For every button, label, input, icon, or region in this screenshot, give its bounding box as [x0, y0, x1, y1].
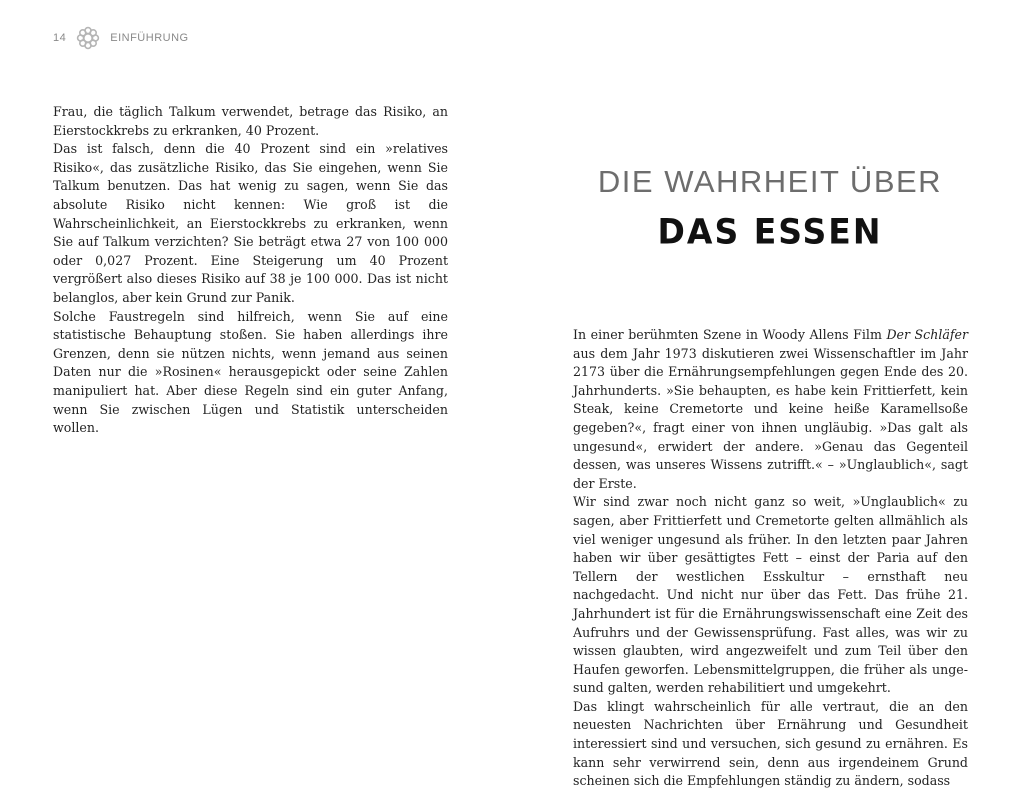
paragraph: Wir sind zwar noch nicht ganz so weit, »Unglaublich« zu sagen, aber Frittierfett und Cremetorte gelten allmählich als viel weniger ungesund als früher. In den letzten paar Jahren haben wir über gesättigtes Fett – einst der Paria auf den Tellern der westlichen Esskultur – ernsthaft neu nachgedacht. Und nicht nur über das Fett. Das frühe 21. Jahrhundert ist für die Ernährungswissenschaft eine Zeit des Aufruhrs und der Gewissensprüfung. Fast alles, was wir zu wissen glaubten, wird angezweifelt und zum Teil über den Haufen geworfen. Lebensmittelgruppen, die früher als ungesund galten, werden rehabilitiert und umgekehrt.: [573, 494, 968, 696]
text-run: aus dem Jahr 1973 diskutieren zwei Wissenschaftler im Jahr 2173 über die Ernährungsempfehlungen gegen Ende des 20. Jahrhunderts. »Sie behaupten, es habe kein Frittierfett, kein Steak, keine Cremetorte und keine heiße Karamellsoße gegeben?«, fragt einer von ihnen ungläubig. »Das galt als ungesund«, erwidert der andere. »Genau das Gegenteil dessen, was unseres Wissens zutrifft.« – »Unglaublich«, sagt der Erste.: [573, 345, 968, 491]
section-label: EINFÜHRUNG: [110, 32, 189, 44]
chapter-title-line1: DIE WAHRHEIT ÜBER: [597, 164, 943, 199]
paragraph: Frau, die täglich Talkum verwendet, betrage das Risiko, an Eierstockkrebs zu erkranken, 40 Prozent.: [53, 104, 448, 138]
film-title: Der Schläfer: [886, 327, 968, 342]
paragraph: [573, 326, 968, 493]
page-number: 14: [53, 32, 67, 44]
chapter-title: [560, 162, 980, 254]
circle-flower-icon: [76, 26, 100, 50]
text-run: In einer berühmten Szene in Woody Allens Film: [573, 327, 887, 342]
left-column: [53, 103, 448, 438]
chapter-title-line2: DAS ESSEN: [657, 211, 883, 252]
paragraph: Das klingt wahrscheinlich für alle vertraut, die an den neuesten Nachrichten über Ernährung und Gesundheit interessiert sind und versuchen, sich gesund zu ernähren. Es kann sehr verwirrend sein, denn aus irgendeinem Grund scheinen sich die Empfehlungen ständig zu ändern, sodass: [573, 698, 968, 789]
paragraph: Das ist falsch, denn die 40 Prozent sind ein »relatives Risiko«, das zusätzliche Risiko, das Sie eingehen, wenn Sie Talkum benutzen. Das hat wenig zu sagen, wenn Sie das absolute Risiko nicht kennen: Wie groß ist die Wahrscheinlichkeit, an Eierstockkrebs zu erkranken, wenn Sie auf Talkum verzichten? Sie beträgt etwa 27 von 100 000 oder 0,027 Prozent. Eine Steigerung um 40 Prozent vergrößert also dieses Risiko auf 38 je 100 000. Das ist nicht belanglos, aber kein Grund zur Panik.: [53, 141, 448, 305]
paragraph: Solche Faustregeln sind hilfreich, wenn Sie auf eine statistische Behauptung stoßen. Sie haben allerdings ihre Grenzen, denn sie nützen nichts, wenn jemand aus seinen Daten nur die »Rosinen« herausgepickt oder seine Zahlen manipuliert hat. Aber diese Regeln sind ein guter Anfang, wenn Sie zwischen Lügen und Statistik unterscheiden wollen.: [53, 308, 448, 436]
right-column: [573, 326, 968, 791]
running-header: [53, 26, 189, 50]
